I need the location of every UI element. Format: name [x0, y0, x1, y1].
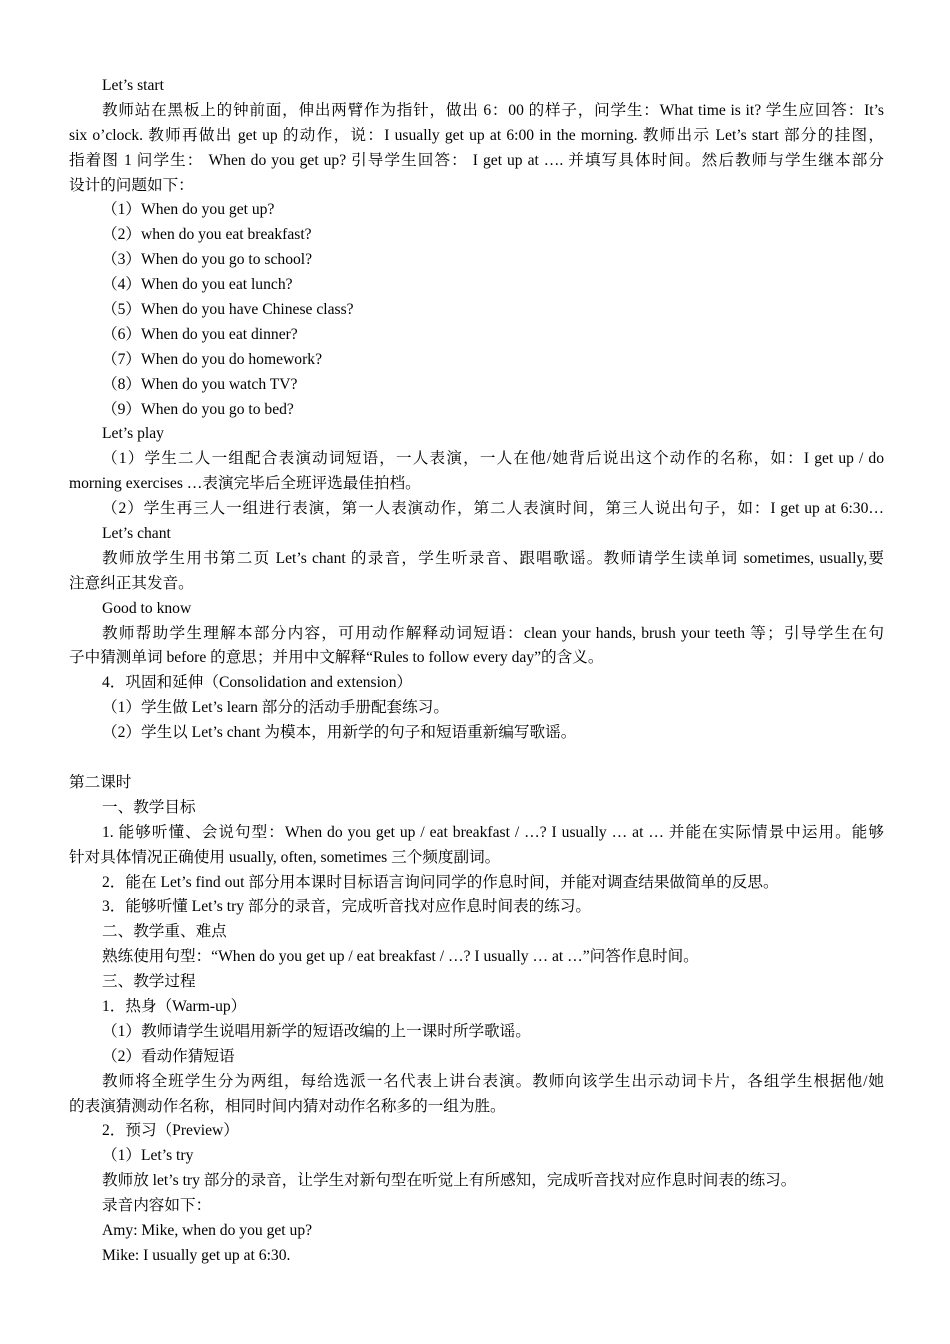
text-line: morning exercises …表演完毕后全班评选最佳拍档。 — [69, 475, 421, 493]
text-line: （1）教师请学生说唱用新学的短语改编的上一课时所学歌谣。 — [102, 1022, 531, 1040]
text-line: （6）When do you eat dinner? — [102, 325, 298, 343]
document-body — [69, 74, 884, 1269]
text-line: Mike: I usually get up at 6:30. — [102, 1246, 291, 1264]
text-line: Amy: Mike, when do you get up? — [102, 1221, 313, 1239]
text-line: （1）When do you get up? — [102, 201, 275, 219]
text-line: 二、教学重、难点 — [102, 923, 227, 941]
text-line: Let’s play — [102, 425, 164, 443]
text-line: 熟练使用句型：“When do you get up / eat breakfast / …? I usually … at …”问答作息时间。 — [102, 948, 699, 966]
text-line: 教师站在黑板上的钟前面，伸出两臂作为指针，做出 6：00 的样子，问学生：What time is it? 学生应回答：It’s — [102, 101, 884, 119]
text-line: 1. 能够听懂、会说句型：When do you get up / eat breakfast / …? I usually … at … 并能在实际情景中运用。能够 — [102, 823, 884, 841]
text-line: 指着图 1 问学生： When do you get up? 引导学生回答： I get up at …. 并填写具体时间。然后教师与学生继本部分 — [69, 151, 884, 169]
text-line: （8）When do you watch TV? — [102, 375, 298, 393]
text-line: （4）When do you eat lunch? — [102, 276, 293, 294]
text-line: 第二课时 — [69, 773, 132, 791]
text-line: （2）when do you eat breakfast? — [102, 226, 312, 244]
text-line: 4．巩固和延伸（Consolidation and extension） — [102, 674, 413, 692]
text-line: （2）看动作猜短语 — [102, 1047, 235, 1065]
text-line: 设计的问题如下： — [69, 176, 194, 194]
text-line: 1．热身（Warm-up） — [102, 997, 247, 1015]
text-line: 注意纠正其发音。 — [69, 574, 194, 592]
text-line: 教师放学生用书第二页 Let’s chant 的录音，学生听录音、跟唱歌谣。教师请学生读单词 sometimes, usually,要 — [102, 549, 884, 567]
text-line: （2）学生再三人一组进行表演，第一人表演动作，第二人表演时间，第三人说出句子，如：I get up at 6:30… — [102, 500, 884, 518]
text-line: 2．预习（Preview） — [102, 1122, 239, 1140]
text-line: （3）When do you go to school? — [102, 251, 313, 269]
text-line: 的表演猜测动作名称，相同时间内猜对动作名称多的一组为胜。 — [69, 1097, 506, 1115]
text-line: 教师将全班学生分为两组，每给选派一名代表上讲台表演。教师向该学生出示动词卡片，各组学生根据他/她 — [102, 1072, 884, 1090]
text-line: （2）学生以 Let’s chant 为模本，用新学的句子和短语重新编写歌谣。 — [102, 724, 577, 742]
text-line: Let’s chant — [102, 525, 171, 543]
text-line: 教师放 let’s try 部分的录音，让学生对新句型在听觉上有所感知，完成听音找对应作息时间表的练习。 — [102, 1172, 797, 1190]
blank-line — [69, 746, 884, 771]
text-line: （5）When do you have Chinese class? — [102, 301, 354, 319]
text-line: 三、教学过程 — [102, 973, 196, 991]
text-line: 2．能在 Let’s find out 部分用本课时目标语言询问同学的作息时间，并能对调查结果做简单的反思。 — [102, 873, 779, 891]
text-line: Let’s start — [102, 77, 164, 94]
text-line: 子中猜测单词 before 的意思；并用中文解释“Rules to follow every day”的含义。 — [69, 649, 604, 667]
text-line: （7）When do you do homework? — [102, 350, 323, 368]
text-line: 针对具体情况正确使用 usually, often, sometimes 三个频度副词。 — [69, 848, 501, 866]
text-line: （1）学生做 Let’s learn 部分的活动手册配套练习。 — [102, 699, 449, 717]
text-line: （1）学生二人一组配合表演动词短语，一人表演，一人在他/她背后说出这个动作的名称，如：I get up / do — [102, 450, 884, 468]
text-line: Good to know — [102, 599, 192, 617]
text-line: （1）Let’s try — [102, 1147, 194, 1165]
text-line: 一、教学目标 — [102, 798, 196, 816]
text-line: 3．能够听懂 Let’s try 部分的录音，完成听音找对应作息时间表的练习。 — [102, 898, 592, 916]
text-line: （9）When do you go to bed? — [102, 400, 294, 418]
text-line: six o’clock. 教师再做出 get up 的动作，说：I usually get up at 6:00 in the morning. 教师出示 Let’s start 部分的挂图， — [69, 126, 884, 144]
text-line: 教师帮助学生理解本部分内容，可用动作解释动词短语：clean your hands, brush your teeth 等；引导学生在句 — [102, 624, 884, 642]
text-line: 录音内容如下： — [102, 1197, 212, 1215]
